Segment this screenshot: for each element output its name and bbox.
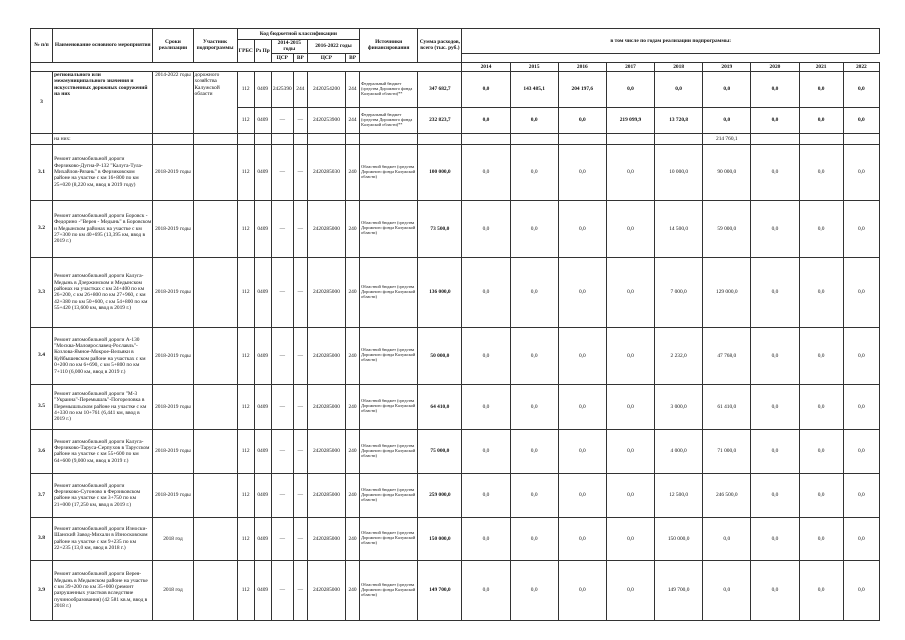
cell-year: 0,0 (751, 560, 799, 620)
cell-vr1: — (293, 257, 307, 327)
cell-vr1: — (293, 560, 307, 620)
col-2016-2022: 2016-2022 годы (307, 40, 359, 54)
cell-source: Областной бюджет (средства Дорожного фонда Калужской области) (360, 200, 418, 257)
row-participant (193, 560, 237, 620)
cell-rzpr: 0409 (254, 560, 271, 620)
cell-year: 0,0 (606, 473, 654, 517)
cell-source: Областной бюджет (средства Дорожного фонда Калужской области) (360, 473, 418, 517)
year-2019: 2019 (703, 62, 751, 71)
cell-year: 12 500,0 (655, 473, 703, 517)
cell-rzpr: 0409 (254, 107, 271, 133)
cell-csr1: 2425390 (271, 71, 293, 107)
row-terms: 2018-2019 годы (153, 327, 193, 384)
cell-year: 0,0 (843, 473, 879, 517)
cell-year: 0,0 (703, 560, 751, 620)
cell-year: 0,0 (510, 327, 558, 384)
cell-year: 0,0 (843, 71, 879, 107)
cell-year: 0,0 (799, 257, 843, 327)
cell-csr1: — (271, 327, 293, 384)
cell-year: 71 000,0 (703, 429, 751, 473)
in-that-value: 214 760,1 (703, 133, 751, 144)
cell-vr1: — (293, 429, 307, 473)
cell-grbs: 112 (237, 200, 254, 257)
cell-source: Областной бюджет (средства Дорожного фонда Калужской области) (360, 429, 418, 473)
cell-csr2: 2420285000 (307, 257, 345, 327)
cell-year: 4 000,0 (655, 429, 703, 473)
row-name: Ремонт автомобильной дороги Верея-Медынь в Медынском районе на участке с км 39+200 по км 35+000 (ремонт разрушенных участков вследствие пучинообразования) (42 581 кв.м, ввод в 2018 г.) (53, 560, 153, 620)
row-index: 3.6 (31, 429, 53, 473)
table-row (31, 71, 880, 107)
cell-sum: 232 823,7 (418, 107, 462, 133)
cell-vr2: 240 (345, 327, 359, 384)
cell-csr2: 2420253900 (307, 107, 345, 133)
cell-vr2: 244 (345, 71, 359, 107)
cell-year: 0,0 (655, 71, 703, 107)
cell-grbs: 112 (237, 560, 254, 620)
in-that-label: на них: (53, 133, 153, 144)
cell-grbs: 112 (237, 327, 254, 384)
row-index: 3.7 (31, 473, 53, 517)
cell-year: 0,0 (751, 429, 799, 473)
cell-year: 0,0 (751, 107, 799, 133)
row-name: Ремонт автомобильной дороги "М-3 "Украина"-Перемышль"-Погореловка в Перемышльском районе на участке с км 4+330 по км 10+761 (6,441 км, ввод в 2019 г.) (53, 384, 153, 429)
cell-source: Федеральный бюджет (средства Дорожного фонда Калужской области)** (360, 71, 418, 107)
cell-year: 3 000,0 (655, 384, 703, 429)
cell-year: 61 410,0 (703, 384, 751, 429)
cell-year: 0,0 (558, 200, 606, 257)
year-2017: 2017 (606, 62, 654, 71)
cell-year: 0,0 (751, 517, 799, 560)
row-index: 3.5 (31, 384, 53, 429)
table-row (31, 144, 880, 200)
document-page (30, 28, 880, 621)
cell-rzpr: 0409 (254, 473, 271, 517)
row-index: 3.3 (31, 257, 53, 327)
row-terms: 2018-2019 годы (153, 200, 193, 257)
cell-year: 0,0 (751, 257, 799, 327)
row-index: 3.9 (31, 560, 53, 620)
cell-csr2: 2420285000 (307, 384, 345, 429)
cell-year: 0,0 (462, 257, 510, 327)
cell-year: 0,0 (799, 429, 843, 473)
cell-year: 150 000,0 (655, 517, 703, 560)
row-participant (193, 384, 237, 429)
cell-sum: 259 000,0 (418, 473, 462, 517)
cell-year: 219 099,9 (606, 107, 654, 133)
cell-year: 10 000,0 (655, 144, 703, 200)
table-row (31, 560, 880, 620)
cell-csr2: 2420254200 (307, 71, 345, 107)
cell-source: Областной бюджет (средства Дорожного фонда Калужской области) (360, 144, 418, 200)
cell-year: 0,0 (606, 429, 654, 473)
cell-year: 0,0 (843, 517, 879, 560)
cell-grbs: 112 (237, 107, 254, 133)
cell-year: 0,0 (799, 517, 843, 560)
cell-year: 0,0 (799, 473, 843, 517)
cell-vr2: 240 (345, 257, 359, 327)
row-terms: 2018-2019 годы (153, 473, 193, 517)
cell-year: 0,0 (510, 473, 558, 517)
cell-year: 0,0 (462, 327, 510, 384)
cell-sum: 73 500,0 (418, 200, 462, 257)
cell-year: 0,0 (462, 560, 510, 620)
col-2014-2015: 2014-2015 годы (271, 40, 307, 54)
table-row (31, 429, 880, 473)
cell-year: 0,0 (751, 144, 799, 200)
cell-vr1: — (293, 384, 307, 429)
cell-rzpr: 0409 (254, 384, 271, 429)
cell-source: Областной бюджет (средства Дорожного фонда Калужской области) (360, 257, 418, 327)
cell-sum: 100 000,0 (418, 144, 462, 200)
col-budget-code: Код бюджетной классификации (237, 29, 359, 40)
cell-year: 47 768,0 (703, 327, 751, 384)
cell-year: 0,0 (462, 517, 510, 560)
row-participant (193, 429, 237, 473)
cell-sum: 64 410,0 (418, 384, 462, 429)
col-terms: Сроки реализации (153, 29, 193, 63)
row-participant (193, 473, 237, 517)
cell-vr2: 240 (345, 429, 359, 473)
cell-year: 246 500,0 (703, 473, 751, 517)
cell-sum: 149 700,0 (418, 560, 462, 620)
cell-vr2: 244 (345, 107, 359, 133)
table-row (31, 327, 880, 384)
cell-vr1: 244 (293, 71, 307, 107)
cell-year: 0,0 (843, 384, 879, 429)
cell-year: 0,0 (606, 517, 654, 560)
cell-year: 0,0 (510, 144, 558, 200)
cell-csr2: 2420285000 (307, 560, 345, 620)
cell-sum: 136 000,0 (418, 257, 462, 327)
cell-year: 0,0 (843, 327, 879, 384)
cell-grbs: 112 (237, 257, 254, 327)
row-index: 3.1 (31, 144, 53, 200)
cell-year: 0,0 (462, 429, 510, 473)
cell-rzpr: 0409 (254, 429, 271, 473)
row-participant: дорожного хозяйства Калужской области (193, 71, 237, 133)
cell-year: 0,0 (799, 560, 843, 620)
cell-vr1: — (293, 473, 307, 517)
cell-year: 0,0 (462, 200, 510, 257)
cell-vr1: — (293, 144, 307, 200)
row-terms: 2018-2019 годы (153, 429, 193, 473)
cell-source: Областной бюджет (средства Дорожного фонда Калужской области) (360, 560, 418, 620)
row-name: Ремонт автомобильной дороги Калуга-Медынь в Дзержинском и Медынском районах на участках с км 24+400 по км 26+200, с км 26+800 по км 27+960, с км 42+380 по км 50+600, с км 54+800 по км 55+420 (13,600 км, ввод в 2019 г.) (53, 257, 153, 327)
table-row (31, 517, 880, 560)
year-2022: 2022 (843, 62, 879, 71)
cell-source: Областной бюджет (средства Дорожного фонда Калужской области) (360, 327, 418, 384)
table-row (31, 200, 880, 257)
row-terms: 2018-2019 годы (153, 144, 193, 200)
cell-year: 0,0 (462, 71, 510, 107)
cell-year: 0,0 (606, 384, 654, 429)
cell-year: 0,0 (751, 200, 799, 257)
cell-year: 0,0 (558, 257, 606, 327)
cell-source: Областной бюджет (средства Дорожного фонда Калужской области) (360, 384, 418, 429)
cell-sum: 347 682,7 (418, 71, 462, 107)
cell-grbs: 112 (237, 71, 254, 107)
year-2014: 2014 (462, 62, 510, 71)
cell-csr2: 2420285030 (307, 144, 345, 200)
col-csr-2: ЦСР (307, 53, 345, 62)
cell-year: 0,0 (558, 144, 606, 200)
cell-year: 0,0 (558, 560, 606, 620)
cell-year: 0,0 (751, 71, 799, 107)
cell-vr1: — (293, 107, 307, 133)
col-num: № п/п (31, 29, 53, 63)
cell-year: 0,0 (799, 200, 843, 257)
cell-year: 0,0 (462, 144, 510, 200)
cell-rzpr: 0409 (254, 517, 271, 560)
cell-year: 0,0 (843, 144, 879, 200)
cell-year: 0,0 (843, 560, 879, 620)
cell-csr1: — (271, 144, 293, 200)
cell-vr2: 240 (345, 144, 359, 200)
cell-year: 0,0 (510, 200, 558, 257)
col-vr-1: ВР (293, 53, 307, 62)
cell-year: 0,0 (606, 560, 654, 620)
cell-csr1: — (271, 107, 293, 133)
cell-csr1: — (271, 429, 293, 473)
cell-sum: 75 000,0 (418, 429, 462, 473)
row-terms: 2018 год (153, 517, 193, 560)
cell-year: 0,0 (799, 107, 843, 133)
cell-grbs: 112 (237, 384, 254, 429)
year-2015: 2015 (510, 62, 558, 71)
cell-csr1: — (271, 200, 293, 257)
col-by-years: в том числе по годам реализации подпрограммы: (462, 29, 880, 54)
cell-grbs: 112 (237, 517, 254, 560)
cell-vr2: 240 (345, 517, 359, 560)
row-index: 3.4 (31, 327, 53, 384)
cell-vr2: 240 (345, 473, 359, 517)
cell-year: 0,0 (703, 71, 751, 107)
cell-year: 0,0 (510, 517, 558, 560)
cell-year: 0,0 (558, 429, 606, 473)
row-index: 3 (31, 71, 53, 133)
table-row (31, 257, 880, 327)
year-2020: 2020 (751, 62, 799, 71)
cell-year: 129 000,0 (703, 257, 751, 327)
cell-source: Федеральный бюджет (средства Дорожного фонда Калужской области)** (360, 107, 418, 133)
cell-year: 0,0 (606, 71, 654, 107)
subtotal-row (31, 133, 880, 144)
cell-csr2: 2420285000 (307, 517, 345, 560)
cell-year: 0,0 (462, 473, 510, 517)
cell-csr1: — (271, 257, 293, 327)
cell-year: 0,0 (510, 257, 558, 327)
cell-csr1: — (271, 560, 293, 620)
cell-sum: 50 000,0 (418, 327, 462, 384)
col-grbs: ГРБС (237, 40, 254, 63)
cell-year: 13 720,8 (655, 107, 703, 133)
row-name: Ремонт автомобильной дороги Боровск - Федорино -"Верея - Медынь" в Боровском и Медынском районах на участке с км 27+300 по км 40+695 (13,395 км, ввод в 2019 г.) (53, 200, 153, 257)
cell-csr1: — (271, 384, 293, 429)
col-vr-2: ВР (345, 53, 359, 62)
cell-year: 143 485,1 (510, 71, 558, 107)
cell-year: 0,0 (606, 200, 654, 257)
cell-vr1: — (293, 200, 307, 257)
row-name: Ремонт автомобильной дороги Ферзиково-Сугоново в Ферзиковском районе на участке с км 3+750 по км 21+000 (17,250 км, ввод в 2019 г.) (53, 473, 153, 517)
cell-year: 0,0 (510, 429, 558, 473)
cell-year: 149 700,0 (655, 560, 703, 620)
cell-year: 0,0 (510, 107, 558, 133)
cell-vr2: 240 (345, 384, 359, 429)
cell-year: 90 000,0 (703, 144, 751, 200)
cell-year: 0,0 (558, 384, 606, 429)
cell-year: 0,0 (843, 429, 879, 473)
row-participant (193, 144, 237, 200)
cell-year: 0,0 (799, 71, 843, 107)
cell-rzpr: 0409 (254, 144, 271, 200)
col-sources: Источники финансирования (360, 29, 418, 63)
years-header-row (31, 62, 880, 71)
budget-table (30, 28, 880, 621)
cell-vr1: — (293, 327, 307, 384)
cell-year: 0,0 (606, 144, 654, 200)
cell-csr2: 2420285000 (307, 327, 345, 384)
row-terms: 2018 год (153, 560, 193, 620)
row-index: 3.8 (31, 517, 53, 560)
cell-grbs: 112 (237, 144, 254, 200)
cell-year: 0,0 (703, 517, 751, 560)
row-terms: 2018-2019 годы (153, 384, 193, 429)
cell-rzpr: 0409 (254, 327, 271, 384)
cell-year: 0,0 (606, 327, 654, 384)
cell-vr2: 240 (345, 560, 359, 620)
cell-csr1: — (271, 473, 293, 517)
cell-vr1: — (293, 517, 307, 560)
cell-year: 0,0 (606, 257, 654, 327)
row-name: Ремонт автомобильной дороги Калуга-Ферзиково-Таруса-Серпухов в Тарусском районе на участке с км 55+600 по км 64+600 (9,000 км, ввод в 2019 г.) (53, 429, 153, 473)
col-participant: Участник подпрограммы (193, 29, 237, 63)
cell-year: 2 232,0 (655, 327, 703, 384)
row-terms: 2018-2019 годы (153, 257, 193, 327)
cell-rzpr: 0409 (254, 257, 271, 327)
cell-csr2: 2420285000 (307, 473, 345, 517)
cell-rzpr: 0409 (254, 71, 271, 107)
row-terms: 2014-2022 годы (153, 71, 193, 133)
row-index: 3.2 (31, 200, 53, 257)
cell-year: 0,0 (843, 107, 879, 133)
table-row (31, 473, 880, 517)
cell-year: 0,0 (558, 107, 606, 133)
cell-grbs: 112 (237, 473, 254, 517)
col-name: Наименование основного мероприятия (53, 29, 153, 63)
row-participant (193, 517, 237, 560)
cell-year: 0,0 (799, 144, 843, 200)
col-csr-1: ЦСР (271, 53, 293, 62)
row-participant (193, 327, 237, 384)
cell-source: Областной бюджет (средства Дорожного фонда Калужской области) (360, 517, 418, 560)
table-row (31, 384, 880, 429)
cell-year: 0,0 (751, 327, 799, 384)
cell-rzpr: 0409 (254, 200, 271, 257)
year-2018: 2018 (655, 62, 703, 71)
cell-year: 0,0 (843, 257, 879, 327)
cell-sum: 150 000,0 (418, 517, 462, 560)
col-rzpr: Рз Пр (254, 40, 271, 63)
cell-year: 7 000,0 (655, 257, 703, 327)
cell-year: 0,0 (510, 384, 558, 429)
cell-csr2: 2420285000 (307, 429, 345, 473)
cell-year: 204 197,6 (558, 71, 606, 107)
cell-year: 0,0 (462, 107, 510, 133)
cell-csr1: — (271, 517, 293, 560)
cell-year: 0,0 (751, 384, 799, 429)
cell-year: 0,0 (558, 473, 606, 517)
cell-year: 0,0 (703, 107, 751, 133)
row-name: регионального или межмуниципального значения и искусственных дорожных сооружений на них (53, 71, 153, 133)
row-name: Ремонт автомобильной дороги Износки-Шанский Завод-Михали в Износковском районе на участке с км 9+235 по км 22+235 (13,0 км, ввод в 2018 г.) (53, 517, 153, 560)
cell-vr2: 240 (345, 200, 359, 257)
cell-year: 14 500,0 (655, 200, 703, 257)
cell-csr2: 2420285000 (307, 200, 345, 257)
cell-year: 0,0 (751, 473, 799, 517)
cell-year: 0,0 (799, 327, 843, 384)
cell-year: 0,0 (558, 517, 606, 560)
year-2021: 2021 (799, 62, 843, 71)
row-participant (193, 200, 237, 257)
cell-year: 0,0 (799, 384, 843, 429)
cell-year: 0,0 (510, 560, 558, 620)
cell-year: 59 000,0 (703, 200, 751, 257)
cell-grbs: 112 (237, 429, 254, 473)
row-participant (193, 257, 237, 327)
row-name: Ремонт автомобильной дороги Ферзиково-Дугна-Р-132 "Калуга-Тула-Михайлов-Рязань" в Ферзиковском районе на участке с км 16+800 по км 25+020 (8,220 км, ввод в 2019 году) (53, 144, 153, 200)
year-2016: 2016 (558, 62, 606, 71)
cell-year: 0,0 (462, 384, 510, 429)
col-sum: Сумма расходов, всего (тыс. руб.) (418, 29, 462, 63)
row-name: Ремонт автомобильной дороги А-130 "Москва-Малоярославец-Рославль"-Козлова-Ямное-Мокрое-Вельяки в Куйбышевском районе на участках с км 0+200 по км 6+690, с км 5+800 по км 7+110 (6,000 км, ввод в 2019 г.) (53, 327, 153, 384)
cell-year: 0,0 (558, 327, 606, 384)
cell-year: 0,0 (843, 200, 879, 257)
